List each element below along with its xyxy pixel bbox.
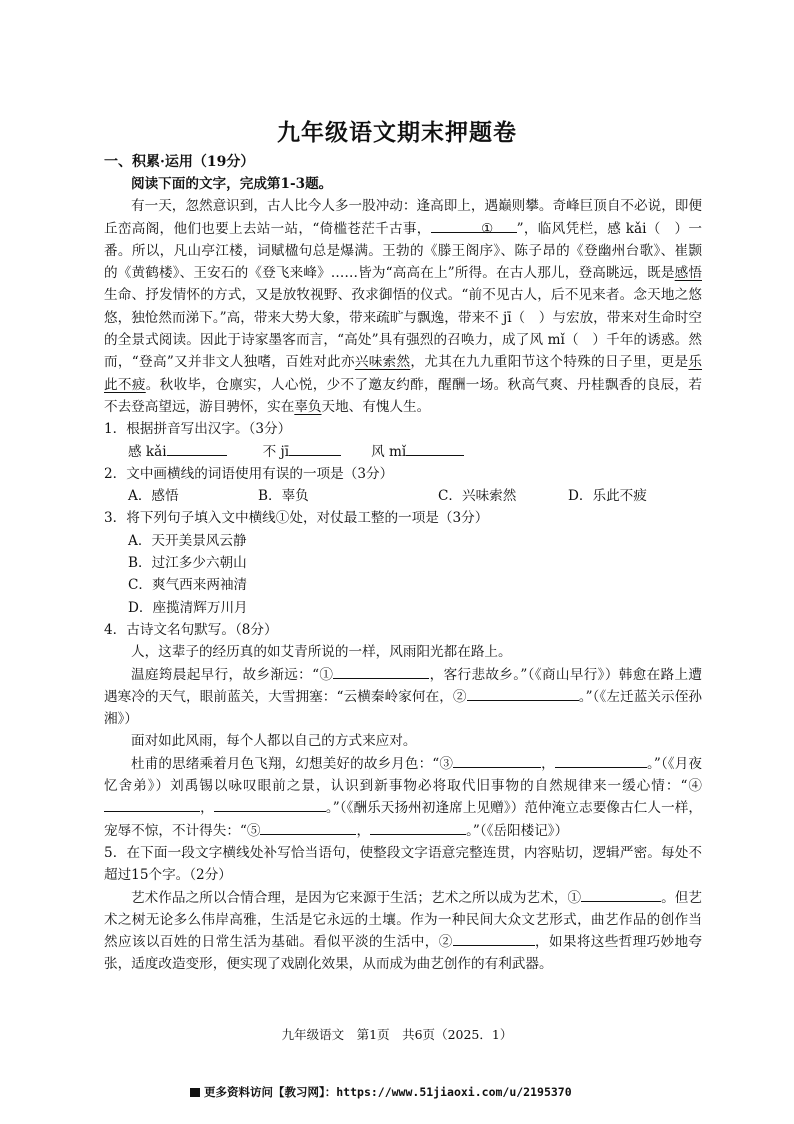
option-c[interactable]: C．兴味索然 (438, 488, 517, 505)
answer-blank-c[interactable] (406, 441, 464, 456)
blank-3b[interactable] (555, 753, 647, 768)
blank-1[interactable] (431, 218, 517, 237)
text: 温庭筠晨起早行，故乡渐远：“① (131, 666, 334, 683)
answer-blank-b[interactable] (289, 441, 341, 456)
ad-banner[interactable] (190, 1084, 572, 1100)
blank-2[interactable] (453, 931, 535, 946)
reading-passage (104, 195, 702, 418)
passage-text: 。秋收毕，仓廪实，人心悦，少不了邀友约酢，醒酬一场。秋高气爽、丹桂飘香的良辰，若不去登高望远，游目骋怀，实在 (104, 376, 703, 415)
blank-5a[interactable] (260, 820, 356, 835)
question-2: 2．文中画横线的词语使用有误的一项是（3分） (104, 465, 394, 482)
option-a[interactable]: A．感悟 (128, 488, 179, 505)
option-c[interactable]: C．爽气西来两袖清 (128, 577, 248, 594)
page-footer: 九年级语文 第1页 共6页（2025．1） (281, 1027, 513, 1042)
option-a[interactable]: A．天开美景风云静 (128, 532, 247, 549)
passage-text: 天地、有愧人生。 (321, 398, 431, 415)
ad-text[interactable]: 更多资料访问【教习网】：https://www.51jiaoxi.com/u/2195370 (204, 1085, 572, 1099)
text: 。”（《左迁蓝关示侄孙湘》） (104, 688, 702, 728)
text: 艺术作品之所以合情合理，是因为它来源于生活；艺术之所以成为艺术，① (131, 889, 582, 906)
question-2-options (104, 485, 702, 507)
page-title: 九年级语文期末押题卷 (277, 119, 517, 146)
option-b[interactable]: B．辜负 (258, 488, 309, 505)
exam-content (104, 173, 702, 976)
option-d[interactable]: D．座揽清辉万川月 (128, 599, 248, 616)
blank-2[interactable] (467, 686, 579, 701)
text: 。”（《酬乐天扬州初逢席上见赠》）范仲淹立志要像古仁人一样，宠辱不惊，不计得失：“⑤ (104, 800, 703, 839)
option-b[interactable]: B．过江多少六朝山 (128, 555, 247, 572)
flag-icon (190, 1088, 200, 1097)
blank-3a[interactable] (453, 753, 541, 768)
pinyin-a: 感 kǎi (128, 443, 167, 460)
underlined-word: 乐此不疲 (104, 354, 703, 393)
text: ， (200, 800, 214, 817)
blank-1-marker: ① (481, 220, 494, 237)
question-3: 3．将下列句子填入文中横线①处，对仗最工整的一项是（3分） (104, 510, 489, 527)
text: ，如果将这些哲理巧妙地夸张，适度改造变形，便实现了戏剧化效果，从而成为曲艺创作的有利武器。 (104, 934, 703, 973)
pinyin-c: 风 mǐ (371, 443, 407, 460)
pinyin-b: 不 jī (262, 443, 290, 460)
passage-text: ”，临风凭栏，感 kǎi（ ）一番。所以，凡山亭江楼，词赋楹句总是爆满。王勃的《滕王阁序》、陈子昂的《登幽州台歌》、崔颢的《黄鹤楼》、王安石的《登飞来峰》……皆为“高高在上”所得。在古人那儿，登高眺远，既是 (104, 220, 702, 282)
question-1-blanks (104, 441, 702, 463)
question-5: 5．在下面一段文字横线处补写恰当语句，使整段文字语意完整连贯，内容贴切，逻辑严密。每处不超过15个字。（2分） (104, 844, 702, 884)
text: 杜甫的思绪乘着月色飞翔，幻想美好的故乡月色：“③ (131, 755, 454, 772)
underlined-word: 辜负 (294, 398, 322, 415)
question-4: 4．古诗文名句默写。（8分） (104, 621, 278, 638)
question-4-line: 人，这辈子的经历真的如艾青所说的一样，风雨阳光都在路上。 (131, 644, 512, 661)
blank-4a[interactable] (104, 797, 200, 812)
underlined-word: 感悟 (674, 265, 702, 282)
option-d[interactable]: D．乐此不疲 (568, 488, 647, 505)
blank-1[interactable] (581, 887, 661, 902)
passage-text: ，尤其在九九重阳节这个特殊的日子里，更是 (410, 354, 689, 371)
reading-intro: 阅读下面的文字，完成第1-3题。 (131, 176, 333, 192)
underlined-word: 兴味索然 (354, 354, 411, 371)
blank-5b[interactable] (370, 820, 466, 835)
question-1: 1．根据拼音写出汉字。（3分） (104, 421, 292, 438)
question-4-line (104, 664, 702, 731)
question-5-passage (104, 887, 702, 976)
text: 。但艺术之树无论多么伟岸高雅，生活是它永远的土壤。作为一种民间大众文艺形式，曲艺作品的创作当然应该以百姓的日常生活为基础。看似平淡的生活中，② (104, 889, 703, 951)
passage-text: 生命、抒发情怀的方式，又是放牧视野、孜求御悟的仪式。“前不见古人，后不见来者。念天地之悠悠，独怆然而涕下。”高，带来大势大象，带来疏旷与飘逸，带来不 jī（ ）与宏放，带来对生命时空的全景式阅读。因此于诗家墨客而言，“高处”具有强烈的召唤力，成了风 mǐ（ ）千年的诱惑。然而，“登高”又并非文人独嗜，百姓对此亦 (104, 287, 702, 371)
section-heading: 一、积累·运用（19分） (104, 154, 255, 170)
text: ，客行悲故乡。”（《商山早行》）韩愈在路上遭遇寒冷的天气，眼前蓝关，大雪拥塞：“云横秦岭家何在，② (104, 666, 703, 705)
question-4-line (104, 753, 702, 842)
blank-1[interactable] (333, 664, 429, 679)
answer-blank-a[interactable] (167, 441, 227, 456)
passage-text: 有一天，忽然意识到，古人比今人多一股冲动：逢高即上，遇巅则攀。奇峰巨顶自不必说，即便丘峦高阁，他们也要上去站一站，“倚槛苍茫千古事， (104, 198, 702, 237)
blank-4b[interactable] (214, 797, 326, 812)
text: 。”（《月夜忆舍弟》）刘禹锡以咏叹眼前之景，认识到新事物必将取代旧事物的自然规律来一缓心情：“④ (104, 755, 703, 795)
text: 。”（《岳阳楼记》） (466, 822, 569, 839)
question-4-line: 面对如此风雨，每个人都以自己的方式来应对。 (131, 733, 417, 750)
text: ， (356, 822, 371, 839)
text: ， (541, 755, 555, 772)
